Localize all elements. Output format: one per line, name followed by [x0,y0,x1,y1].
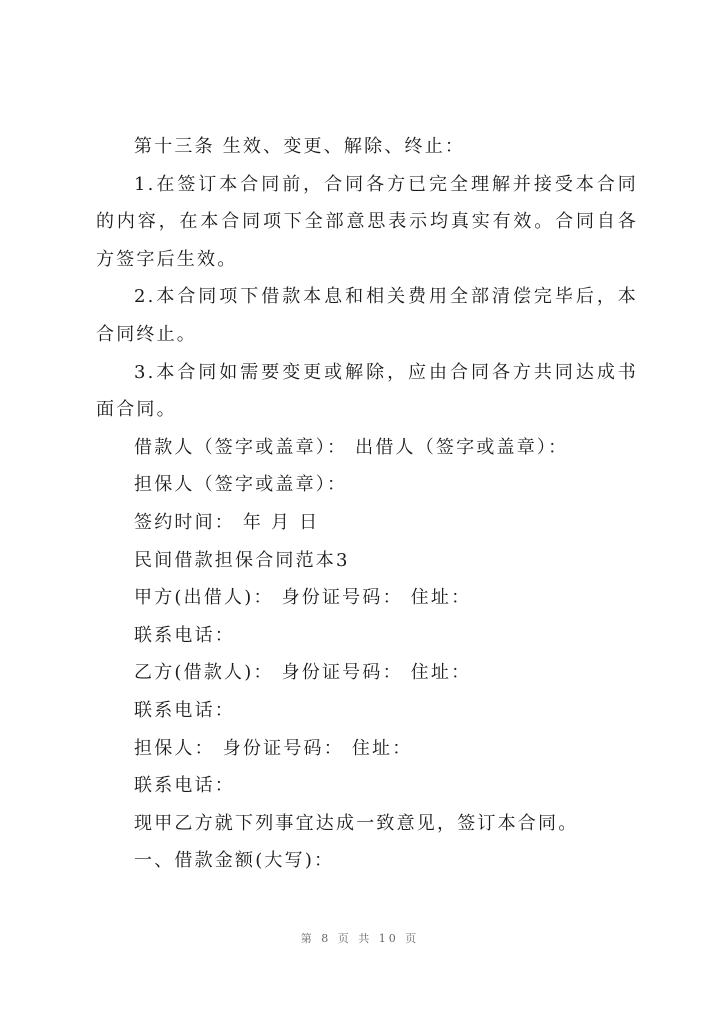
party-b-phone-line: 联系电话： [134,699,235,721]
guarantor-phone-line: 联系电话： [134,775,235,797]
clause-3: 3.本合同如需要变更或解除，应由合同各方共同达成书面合同。 [96,361,638,421]
guarantor-line: 担保人： 身份证号码： 住址： [134,737,413,759]
guarantor-signature-line: 担保人（签字或盖章）： [134,474,348,496]
borrower-lender-signature-line: 借款人（签字或盖章）： 出借人（签字或盖章）： [134,436,569,458]
party-b-line: 乙方(借款人)： 身份证号码： 住址： [134,662,472,684]
signing-date-line: 签约时间： 年 月 日 [134,511,320,533]
clause-1: 1.在签订本合同前，合同各方已完全理解并接受本合同的内容，在本合同项下全部意思表示均真实有效。合同自各方签字后生效。 [96,173,638,270]
party-a-phone-line: 联系电话： [134,624,235,646]
page-number-footer: 第 8 页 共 10 页 [300,932,420,945]
clause-2: 2.本合同项下借款本息和相关费用全部清偿完毕后，本合同终止。 [96,286,638,345]
loan-amount-heading: 一、借款金额(大写)： [134,850,335,872]
template-title: 民间借款担保合同范本3 [134,549,350,571]
party-a-line: 甲方(出借人)： 身份证号码： 住址： [134,587,472,609]
document-body [96,128,638,880]
article-heading: 第十三条 生效、变更、解除、终止： [134,136,466,157]
agreement-intro: 现甲乙方就下列事宜达成一致意见，签订本合同。 [134,812,579,834]
